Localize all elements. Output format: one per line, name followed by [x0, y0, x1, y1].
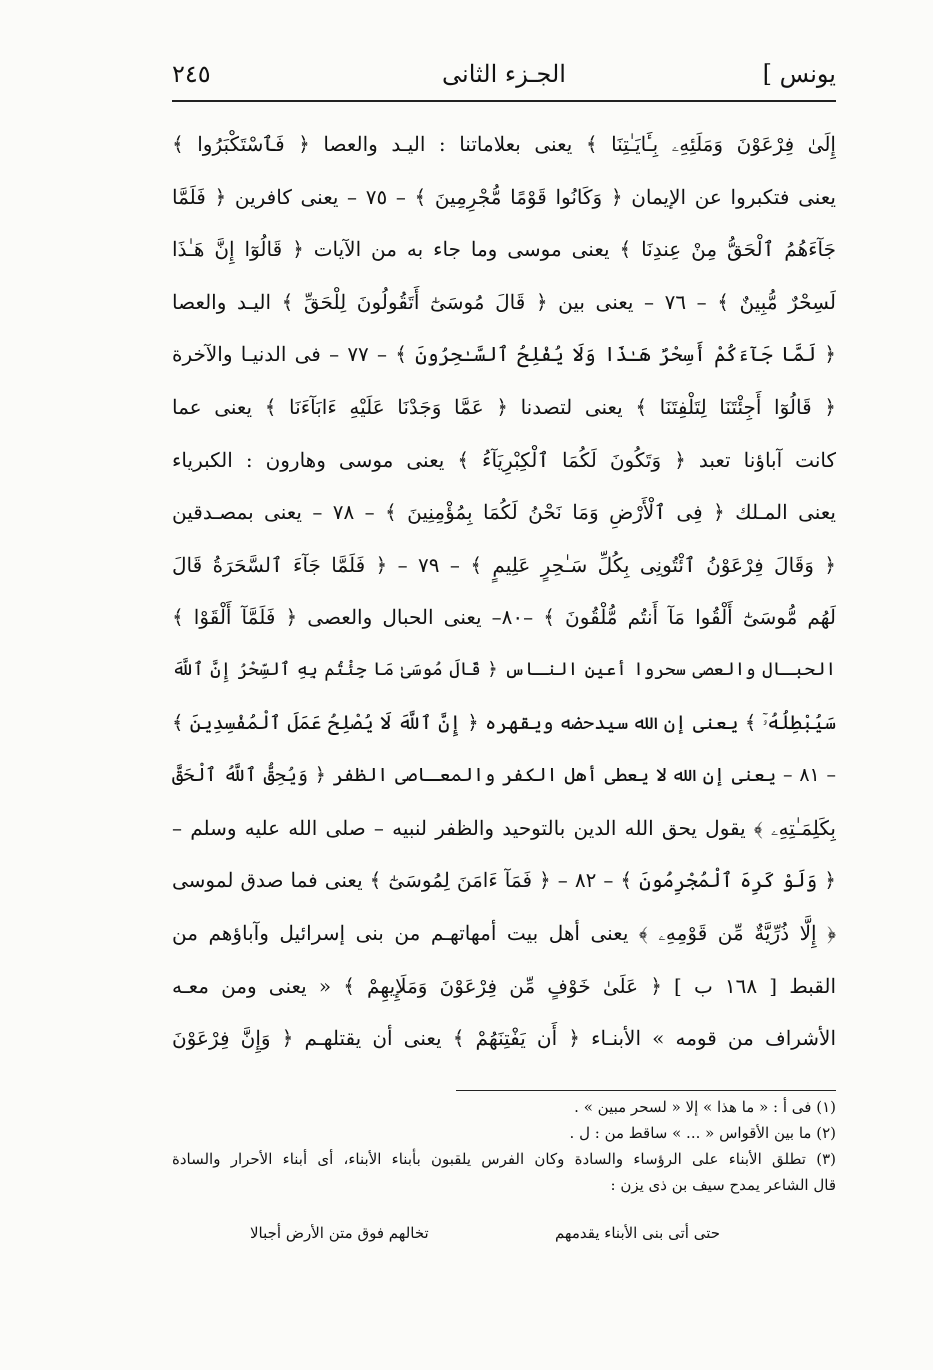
text-line-10: لَهُم مُّوسَىٰٓ أَلْقُوا مَآ أَنتُم مُّلْقُونَ ﴾ –٨٠– يعنى الحبال والعصى ﴿ فَلَمَّآ أَلْقَوْا ﴾: [172, 605, 836, 630]
text-line-6: ﴿ قَالُوٓا أَجِئْتَنَا لِتَلْفِتَنَا ﴾ يعنى لتصدنا ﴿ عَمَّا وَجَدْنَا عَلَيْهِ ءَابَآءَنَا ﴾ يعنى عما: [172, 394, 836, 419]
text-line-12: سَيُبْطِلُهُۥٓ ﴾ يعنى إن الله سيدحضه ويقهره ﴿ إِنَّ ٱللَّهَ لَا يُصْلِحُ عَمَلَ ٱلْمُفْسِدِينَ ﴾: [172, 710, 836, 734]
footnote-3-continuation: قال الشاعر يمدح سيف بن ذى يزن :: [610, 1176, 836, 1194]
text-line-18: الأشراف من قومه » الأبنـاء ﴿ أَن يَفْتِنَهُمْ ﴾ يعنى أن يقتلهـم ﴿ وَإِنَّ فِرْعَوْنَ: [172, 1026, 836, 1051]
footnote-3: (٣) تطلق الأبناء على الرؤساء والسادة وكان الفرس يلقبون بأبناء الأبناء، أى أبناء الأحرار والسادة: [172, 1150, 836, 1168]
text-line-15: ﴿ وَلَوْ كَرِهَ ٱلْمُجْرِمُونَ ﴾ – ٨٢ – ﴿ فَمَآ ءَامَنَ لِمُوسَىٰٓ ﴾ يعنى فما صدق لموسى: [172, 868, 836, 893]
text-line-16: ﴿ إِلَّا ذُرِّيَّةٌ مِّن قَوْمِهِۦ ﴾ يعنى أهل بيت أمهاتهـم من بنى إسرائيل وآباؤهم من: [172, 920, 836, 945]
footnotes: [172, 1094, 836, 1198]
text-line-2: يعنى فتكبروا عن الإيمان ﴿ وَكَانُوا قَوْمًا مُّجْرِمِينَ ﴾ – ٧٥ – يعنى كافرين ﴿ فَلَمَّا: [172, 184, 836, 209]
page-number: ٢٤٥: [172, 60, 211, 88]
running-title: الجـزء الثانى: [442, 60, 566, 88]
footnote-2: (٢) ما بين الأقواس « ... » ساقط من : ل .: [569, 1124, 836, 1142]
text-line-5: ﴿ لَمَّا جَآءَكُمْ أَسِحْرٌ هَـٰذَا وَلَا يُفْلِحُ ٱلسَّـٰحِرُونَ ﴾ – ٧٧ – فى الدنيـا والآخرة: [172, 342, 836, 367]
text-line-11: الحبـال والعصى سحروا أعين النـاس ﴿ قَالَ مُوسَىٰ مَا جِئْتُم بِهِ ٱلسِّحْرُ إِنَّ ٱللَّهَ: [172, 658, 836, 680]
text-line-17: القبط [ ١٦٨ ب ] ﴿ عَلَىٰ خَوْفٍ مِّن فِرْعَوْنَ وَمَلَإِيهِمْ ﴾ « يعنى ومن معـه: [172, 973, 836, 998]
text-line-8: يعنى المـلك ﴿ فِى ٱلْأَرْضِ وَمَا نَحْنُ لَكُمَا بِمُؤْمِنِينَ ﴾ – ٧٨ – يعنى بمصـدقين: [172, 500, 836, 525]
verse-first-hemistich: حتى أتى بنى الأبناء يقدمهم: [554, 1224, 720, 1242]
text-line-3: جَآءَهُمُ ٱلْحَقُّ مِنْ عِندِنَا ﴾ يعنى موسى وما جاء به من الآيات ﴿ قَالُوٓا إِنَّ هَـٰذَا: [172, 237, 836, 262]
poetry-verse: [250, 1224, 720, 1252]
footnote-1: (١) فى أ : « ما هذا » إلا « لسحر مبين » .: [574, 1098, 836, 1116]
text-line-1: إِلَىٰ فِرْعَوْنَ وَمَلَئِهِۦ بِـَٔايَـٰتِنَا ﴾ يعنى بعلاماتنا : اليـد والعصا ﴿ فَٱسْتَكْبَرُوا ﴾: [172, 132, 836, 156]
page-header: [172, 52, 836, 98]
text-line-13: – ٨١ – يعنى إن الله لا يعطى أهل الكفر والمعـاصى الظفر ﴿ وَيُحِقُّ ٱللَّهُ ٱلْحَقَّ: [172, 764, 836, 787]
sura-name: يونس ]: [762, 60, 836, 88]
text-line-14: بِكَلِمَـٰتِهِۦ ﴾ يقول يحق الله الدين بالتوحيد والظفر لنبيه – صلى الله عليه وسلم –: [172, 815, 836, 840]
footnote-rule: [456, 1090, 836, 1091]
header-rule: [172, 100, 836, 102]
text-line-7: كانت آباؤنا تعبد ﴿ وَتَكُونَ لَكُمَا ٱلْكِبْرِيَآءُ ﴾ يعنى موسى وهارون : الكبرياء: [172, 447, 836, 472]
main-text: [172, 118, 836, 1065]
text-line-4: لَسِحْرٌ مُّبِينٌ ﴾ – ٧٦ – يعنى بين ﴿ قَالَ مُوسَىٰٓ أَتَقُولُونَ لِلْحَقِّ ﴾ اليـد والعصا: [172, 289, 836, 314]
text-line-9: ﴿ وَقَالَ فِرْعَوْنُ ٱئْتُونِى بِكُلِّ سَـٰحِرٍ عَلِيمٍ ﴾ – ٧٩ – ﴿ فَلَمَّا جَآءَ ٱلسَّحَرَةُ قَالَ: [172, 552, 836, 577]
verse-second-hemistich: تخالهم فوق متن الأرض أجبالا: [250, 1224, 429, 1242]
